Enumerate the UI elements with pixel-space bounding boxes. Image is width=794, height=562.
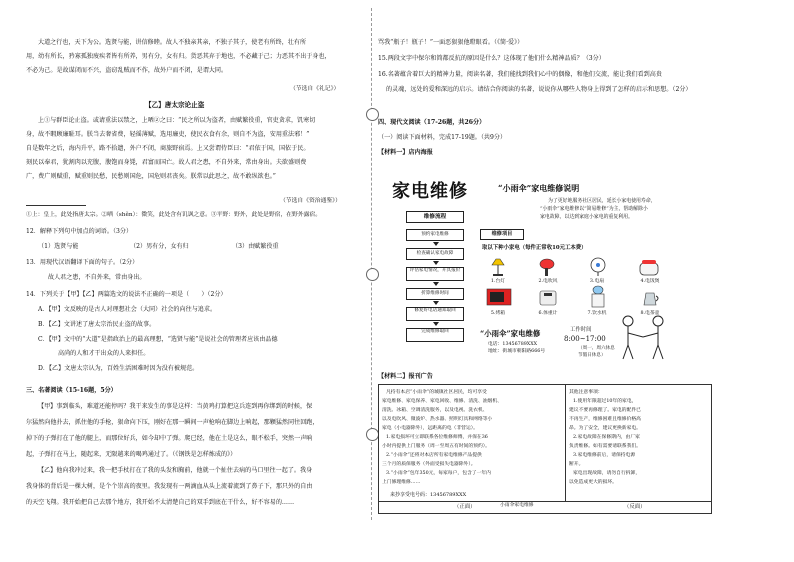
brand-address: 地址：街城市朝阳路666号 [488, 349, 546, 354]
back-line-8: 3.家电维修前后，请保持电源 [573, 453, 636, 458]
q14-option-d: D．【乙】文唐太宗认为，百姓生活困难时因为没有被规范。 [38, 365, 199, 372]
item-water-dispenser: 7.饮水机 [587, 311, 607, 316]
back-line-5: 昂。为了安全，建议更换新家电。 [569, 426, 641, 431]
flow-step-2: 检查确认家电故障 [406, 248, 464, 260]
left-column [0, 0, 370, 562]
back-line-2: 1.使用年限超过10年的家电， [573, 399, 637, 404]
back-line-1: 其他注意事项： [569, 390, 603, 395]
section-4-heading: 四、现代文阅读（17-26题，共26分） [378, 119, 486, 126]
back-line-7: 负责维修。如有需要请联系我们。 [569, 444, 641, 449]
item-oven: 5.烤箱 [490, 311, 506, 316]
back-line-10: 家电出现故障，请勿自行拆卸， [573, 471, 641, 476]
passage2-title: 【乙】唐太宗论止盗 [145, 101, 205, 109]
front-line-3: 清洗、冰箱、空调清洗服务，以及电视、洗衣机、 [382, 408, 488, 413]
flow-arrow [433, 282, 439, 286]
flow-step-4: 折算维修时间 [406, 288, 464, 300]
right-column [374, 0, 794, 562]
part-1-heading: （一）阅读下面材料，完成17-19题。（共9分） [378, 134, 507, 141]
q13-sentence: 故人君之患，不自外来，常由身出。 [48, 274, 146, 281]
repair-poster [388, 163, 780, 369]
reading-line-3: 掉下的子弹打在了他的腿上，而那位好兵，如今却中了弹。爬已经，他在土是这么，眼不松手，突然一声响 [26, 435, 313, 442]
poster-desc-3: 家电故障，以达到家庭小家电的重复利用。 [540, 214, 633, 220]
brand-phone: 电话：13456789XXX [488, 342, 538, 347]
front-line-9: 三个月的质保服务（外面受损失电器除外）。 [382, 462, 476, 467]
passage1-line-3: 不必为己。是故谋闭而不兴，盗窃乱贼而不作，故外户而不闭，是谓大同。 [26, 67, 228, 74]
items-label: 维修项目 [480, 229, 524, 240]
source-1: （节选自《礼记》） [290, 86, 340, 92]
q12-item-2: （2）男有分，女有归 [130, 243, 189, 250]
front-line-10: 3.“小雨伞”包年350元，每家每户，包含了一年内 [386, 471, 491, 476]
passage2-line-3: 自是数年之后，海内升平，路不拾遗，外户不闭，商旅野宿焉。上又尝谓侍臣曰：“君依于国，国依于民。 [26, 145, 310, 152]
passage1-line-2: 用，幼有所长，矜寡孤独废疾者皆有所养，男有分，女有归。货恶其弃于地也，不必藏于己；力恶其不出于身也， [26, 53, 331, 60]
reading-line-5: 【乙】他向我冲过来，我一把手杖打在了我的头发和胸前，他就一个扯住去病的马口里往一起了。我身 [38, 467, 313, 474]
leaflet-bottom-rule [379, 501, 711, 502]
q14-option-c: C．【甲】文中的“大道”是指政治上的最高理想，“选贤与能”是说社会的管理者应该由品德 [38, 336, 278, 343]
passage2-line-4: 刻民以奉君，犹割肉以充腹，腹饱而身毙，君富而国亡。故人君之患，不自外来，常由身出。夫欲盛则费 [26, 159, 307, 166]
flow-step-5: 修复好电话通知取回 [406, 307, 464, 321]
item-fan: 3.电扇 [589, 279, 605, 284]
question-13: 13．用现代汉语翻译下面的句子。（2分） [26, 259, 139, 266]
flow-step-6: 完成维修取回 [406, 328, 464, 342]
notes: ①上：皇上，此处指唐太宗。②哂（shěn）：微笑，此处含有讥讽之意。③平野：野外，此处是野宿，在野外露宿。 [26, 212, 322, 218]
back-line-3: 建议不要再修理了。家电的配件已 [569, 408, 641, 413]
q12-item-1: （1）选贤与能 [38, 243, 79, 250]
material-1-label: 【材料一】店内海报 [378, 149, 433, 156]
flow-step-3: 评估家电情况，开具报价 [406, 267, 464, 281]
notes-divider [26, 205, 86, 206]
q14-option-c-cont: 高尚的人和才干出众的人来担任。 [58, 350, 150, 357]
oven-icon [486, 287, 512, 311]
poster-title: 家电维修 [392, 181, 468, 202]
poster-desc-2: “小雨伞”家电维修以“简易维修”为主，帮助解除小 [540, 206, 648, 212]
right-line-1: 骂我“瓶子！瓶子！”一面恶狠狠他瞪眼看。（《简·爱》） [378, 39, 524, 46]
question-15: 15.两段文字中保尔和简都反抗的原因是什么？这体现了他们什么精神品质？（3分） [378, 55, 605, 62]
source-2: （节选自《资治通鉴》） [280, 198, 341, 204]
back-line-4: 不再生产，维修困难且维修价格高 [569, 417, 641, 422]
scale-icon [538, 287, 558, 311]
item-rice-cooker: 4.电饭煲 [640, 279, 660, 284]
front-line-4: 以及电吹风、微波炉、热水器、照明灯具和网络等小 [382, 417, 493, 422]
flow-step-1: 预约家电维修 [406, 229, 464, 241]
section-3-heading: 三、名著阅读（15-16题，5分） [26, 387, 117, 394]
front-line-1: 凡持有本店“小雨伞”的城镇社区居民，均可享受 [386, 390, 487, 395]
handshake-illustration-icon [614, 313, 672, 367]
front-label: （正面） [454, 504, 476, 510]
column-separator [371, 8, 372, 520]
flow-arrow [433, 242, 439, 246]
leaflet-sign: 小雨伞家电维修 [500, 503, 534, 508]
item-kettle: 8.电茶壶 [640, 311, 660, 316]
question-14: 14．下列关于【甲】【乙】两篇选文的说法不正确的一项是（ ）（2分） [26, 291, 227, 298]
reading-line-1: 【甲】事到临头，难道还能停吗？我干来发生的事是这样：当黄鸡打算把这兵连到再你绑到的时候，保 [38, 403, 313, 410]
front-line-8: 2.“小雨伞”还将对本店所有家电维修产品提供 [386, 453, 482, 458]
front-line-7: 小时内提供上门服务（周一至周五有时间的预约）。 [382, 444, 490, 449]
flow-arrow [433, 261, 439, 265]
front-line-2: 家电维修、家电保养、家电回收、维修、清洗、油烟机、 [382, 399, 502, 404]
leaflet-divider [565, 385, 566, 501]
reading-line-7: 的天空飞翔。我开始把自己去那个地方，我开始不太清楚自己的双手到底在干什么，好不容易的…… [26, 499, 295, 506]
poster-slogan: “小雨伞”家电维修说明 [498, 183, 580, 193]
item-lamp: 1.台灯 [490, 279, 506, 284]
hours-title: 工作时间 [570, 327, 592, 333]
front-line-11: 上门修理维修…… [382, 480, 421, 485]
front-line-6: 1.家电损坏可立即联系各位维修师傅，并保在36 [386, 435, 488, 440]
passage2-line-1: 上①与群臣论止盗。或请重法以禁之，上哂②之曰：“民之所以为盗者，由赋繁役重，官吏贪求，饥寒切 [38, 117, 316, 124]
item-hair-dryer: 2.电吹风 [538, 279, 558, 284]
reading-line-2: 尔猛然向他扑去，抓住他的手枪，狠命向下压，刚好在那一瞬间一声枪响在脚边上响起，那颗猛然同往回跑， [26, 419, 319, 426]
hours: 8:00~17:00 [564, 335, 606, 343]
items-header: 取以下种小家电（每件正常收10元工本费） [482, 245, 587, 251]
reading-line-4: 起，子弹打在马上，随起来，无限越来的喝鸡通过了。（《钢铁是怎样炼成的》） [26, 451, 237, 458]
back-line-9: 断开。 [569, 462, 584, 467]
passage2-line-5: 广，费广则赋重，赋重则民愁，民愁则国危，国危则君丧矣。朕常以此思之，故不敢纵欲也。” [26, 173, 276, 180]
brand-name: “小雨伞”家电维修 [480, 329, 541, 338]
hours-note: （周一、周六休息 节假日休息） [578, 346, 615, 358]
leaflet-phone: 来抄享受电号码：13456789XXX [390, 492, 467, 498]
q14-option-a: A．【甲】文反映的是古人对理想社会（大同）社会的向往与追求。 [38, 306, 217, 313]
q12-item-3: （3）由赋繁役重 [232, 243, 279, 250]
item-scale: 6.体重计 [538, 311, 558, 316]
question-16: 16.名著蕴含着巨大的精神力量，阅读名著，我们能找到我们心中的偶像，和他们交流，能让我们看到高贵 [378, 71, 662, 78]
back-line-11: 以免造成更大的损坏。 [569, 480, 617, 485]
front-line-5: 家电（小电器除外），远距离的电（非营运）。 [382, 426, 478, 431]
material-2-label: 【材料二】报刊广告 [378, 373, 433, 380]
q14-option-b: B．【乙】文讲述了唐太宗治民止盗的故事。 [38, 321, 156, 328]
flow-arrow [433, 301, 439, 305]
passage1-line-1: 大道之行也，天下为公。选贤与能，讲信修睦。故人不独亲其亲，不独子其子，使老有所终，壮有所 [38, 39, 307, 46]
reading-line-6: 我身体的背后是一棵大树，是个个崇高的夜里。我发现有一两滴血从头上流着流到了鼻子下，那只外的自由 [26, 483, 313, 490]
back-line-6: 2.家电故障在保修期内，由厂家 [573, 435, 640, 440]
flow-label: 维修流程 [406, 211, 464, 223]
back-label: （反面） [624, 504, 646, 510]
question-16-cont: 的灵魂，远处的爱和深远的启示。请结合你阅读的名著，说说你从哪些人物身上得到了怎样的启示和思想。（2分） [386, 86, 692, 93]
flow-arrow [433, 322, 439, 326]
kettle-icon [640, 287, 660, 311]
question-12: 12．解释下列句中加点的词语。（3分） [26, 228, 133, 235]
poster-desc-1: 为了更好地服务社区居民，延长小家电使用寿命， [548, 198, 656, 204]
passage2-line-2: 身，故不暇顾廉耻耳。朕当去奢省费，轻徭薄赋，选用廉吏，使民衣食有余，则自不为盗，安用重法邪！” [26, 131, 310, 138]
